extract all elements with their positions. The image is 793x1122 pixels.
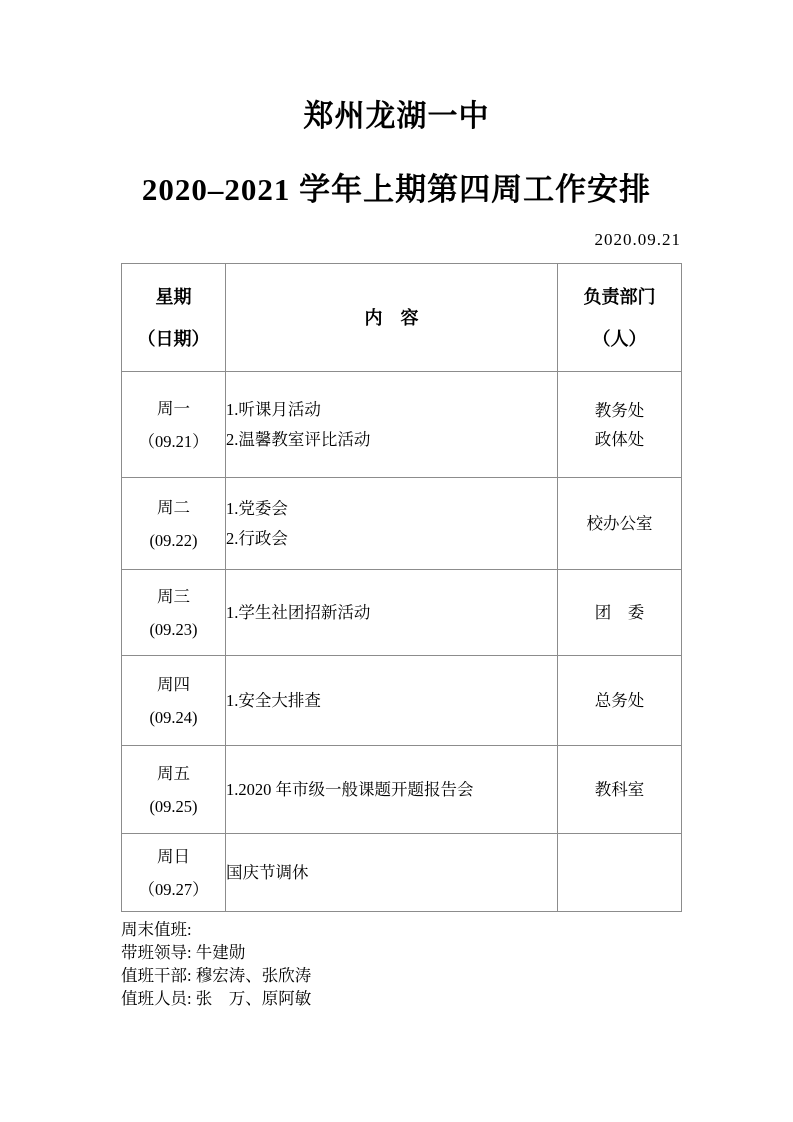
- dept-label: 教务处: [594, 400, 645, 420]
- note-duty-leader: 带班领导: 牛建勋: [121, 943, 246, 962]
- content-cell: [226, 478, 558, 570]
- dept-cell: [558, 570, 682, 656]
- dept-label: 校办公室: [586, 514, 653, 533]
- day-cell: [122, 746, 226, 834]
- dept-cell: [558, 478, 682, 570]
- page-subtitle: 2020–2021 学年上期第四周工作安排: [141, 172, 652, 207]
- header-day-column: [122, 264, 226, 372]
- content-item: 1.学生社团招新活动: [226, 602, 371, 622]
- day-label: 周二: [157, 497, 190, 517]
- content-cell: [226, 570, 558, 656]
- table-row-tuesday: [122, 478, 682, 570]
- date-label: (09.23): [149, 619, 198, 639]
- header-content-label: 内 容: [364, 307, 419, 328]
- day-cell: [122, 656, 226, 746]
- day-label: 周三: [157, 586, 190, 606]
- weekend-duty-notes: [121, 918, 793, 1010]
- page-title: 郑州龙湖一中: [303, 100, 490, 133]
- content-item: 1.2020 年市级一般课题开题报告会: [226, 779, 474, 799]
- content-item: 1.安全大排查: [226, 690, 321, 710]
- content-item: 国庆节调休: [226, 862, 309, 882]
- day-label: 周五: [157, 763, 190, 783]
- day-label: 周四: [157, 674, 190, 694]
- table-row-monday: [122, 372, 682, 478]
- table-row-friday: [122, 746, 682, 834]
- dept-label: 总务处: [594, 691, 645, 710]
- date-label: (09.25): [149, 796, 198, 816]
- content-item: 2.行政会: [226, 528, 288, 548]
- date-label: (09.24): [149, 707, 198, 727]
- content-cell: [226, 834, 558, 912]
- dept-cell: [558, 834, 682, 912]
- dept-cell: [558, 656, 682, 746]
- content-cell: [226, 656, 558, 746]
- dept-cell: [558, 372, 682, 478]
- note-duty-staff: 值班人员: 张 万、原阿敏: [121, 989, 312, 1008]
- table-row-thursday: [122, 656, 682, 746]
- note-duty-cadre: 值班干部: 穆宏涛、张欣涛: [121, 966, 312, 985]
- date-label: （09.27）: [138, 879, 209, 899]
- table-header-row: [122, 264, 682, 372]
- header-date-label: （日期）: [137, 328, 210, 349]
- day-label: 周一: [157, 398, 190, 418]
- header-person-label: （人）: [592, 328, 647, 349]
- content-cell: [226, 746, 558, 834]
- day-cell: [122, 834, 226, 912]
- dept-label: 团 委: [594, 603, 645, 622]
- header-dept-column: [558, 264, 682, 372]
- table-row-sunday: [122, 834, 682, 912]
- weekly-schedule-table: [121, 263, 682, 912]
- dept-cell: [558, 746, 682, 834]
- content-item: 1.党委会: [226, 498, 288, 518]
- day-label: 周日: [157, 846, 190, 866]
- day-cell: [122, 570, 226, 656]
- header-day-label: 星期: [155, 286, 192, 307]
- day-cell: [122, 478, 226, 570]
- document-date: 2020.09.21: [594, 230, 681, 249]
- content-item: 1.听课月活动: [226, 399, 321, 419]
- dept-label: 政体处: [594, 429, 645, 449]
- date-label: （09.21）: [138, 431, 209, 451]
- day-cell: [122, 372, 226, 478]
- date-label: (09.22): [149, 530, 198, 550]
- header-dept-label: 负责部门: [583, 286, 656, 307]
- table-row-wednesday: [122, 570, 682, 656]
- content-item: 2.温馨教室评比活动: [226, 429, 371, 449]
- dept-label: 教科室: [594, 780, 645, 799]
- header-content-column: [226, 264, 558, 372]
- note-weekend-duty: 周末值班:: [121, 920, 192, 939]
- content-cell: [226, 372, 558, 478]
